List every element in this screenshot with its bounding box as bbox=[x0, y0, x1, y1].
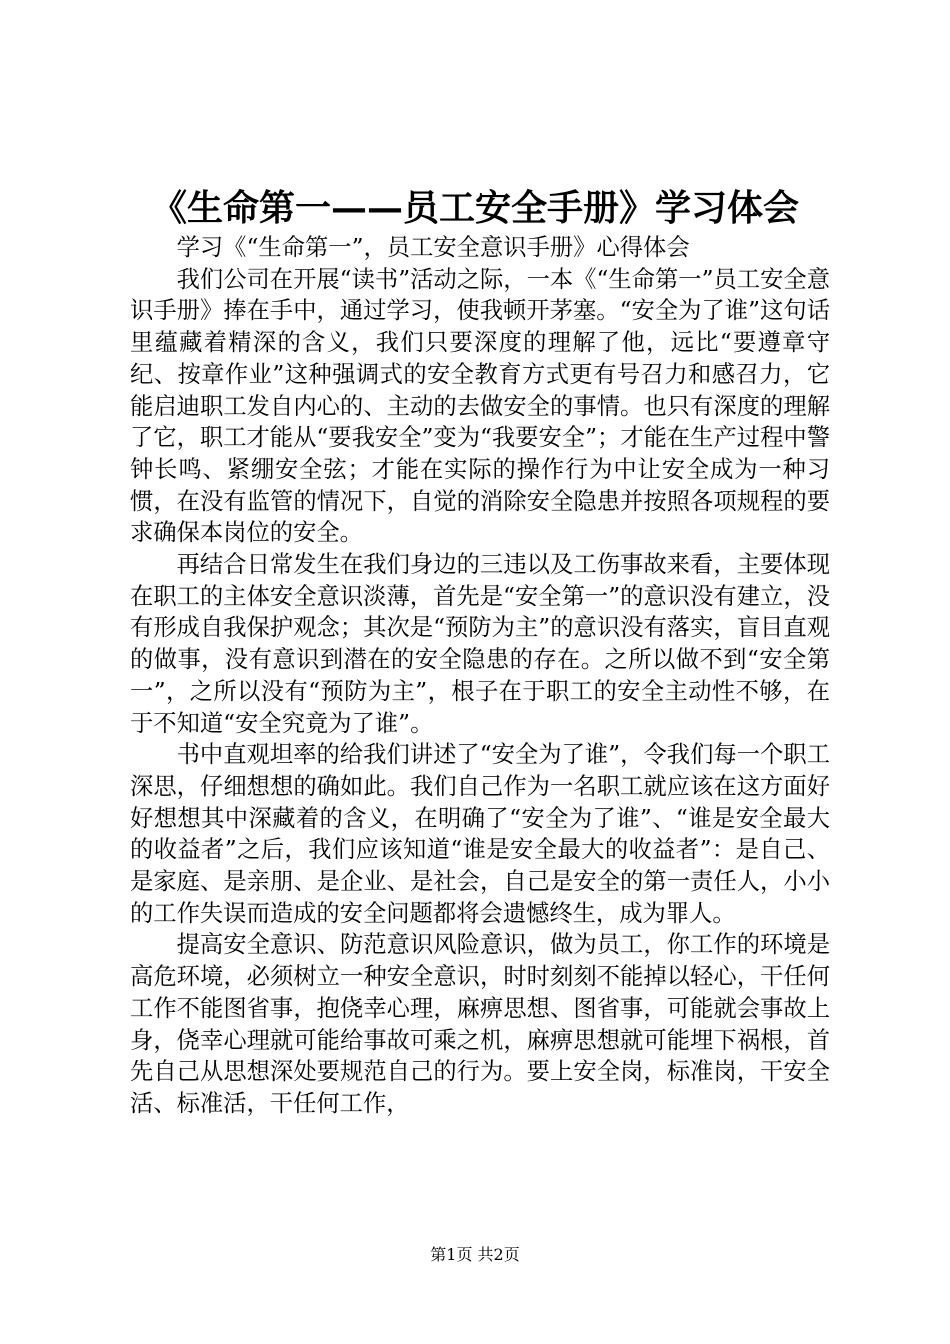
paragraph-4: 提高安全意识、防范意识风险意识，做为员工，你工作的环境是高危环境，必须树立一种安全意识，时时刻刻不能掉以轻心，干任何工作不能图省事，抱侥幸心理，麻痹思想、图省事，可能就会事故上身，侥幸心理就可能给事故可乘之机，麻痹思想就可能埋下祸根，首先自己从思想深处要规范自己的行为。要上安全岗，标准岗，干安全活、标准活，干任何工作， bbox=[130, 931, 830, 1117]
page-number-footer: 第1页 共2页 bbox=[430, 1245, 520, 1264]
paragraph-3: 书中直观坦率的给我们讲述了“安全为了谁”，令我们每一个职工深思，仔细想想的确如此。我们自己作为一名职工就应该在这方面好好想想其中深藏着的含义，在明确了“安全为了谁”、“谁是安全最大的收益者”之后，我们应该知道“谁是安全最大的收益者”：是自己、是家庭、是亲朋、是企业、是社会，自己是安全的第一责任人，小小的工作失误而造成的安全问题都将会遗憾终生，成为罪人。 bbox=[130, 741, 830, 927]
document-title: 《生命第一——员工安全手册》学习体会 bbox=[150, 187, 799, 229]
paragraph-1: 我们公司在开展“读书”活动之际，一本《“生命第一”员工安全意识手册》捧在手中，通过学习，使我顿开茅塞。“安全为了谁”这句话里蕴藏着精深的含义，我们只要深度的理解了他，远比“要遵章守纪、按章作业”这种强调式的安全教育方式更有号召力和感召力，它能启迪职工发自内心的、主动的去做安全的事情。也只有深度的理解了它，职工才能从“要我安全”变为“我要安全”；才能在生产过程中警钟长鸣、紧绷安全弦；才能在实际的操作行为中让安全成为一种习惯，在没有监管的情况下，自觉的消除安全隐患并按照各项规程的要求确保本岗位的安全。 bbox=[130, 265, 830, 547]
document-body bbox=[130, 232, 830, 1120]
paragraph-2: 再结合日常发生在我们身边的三违以及工伤事故来看，主要体现在职工的主体安全意识淡薄，首先是“安全第一”的意识没有建立，没有形成自我保护观念；其次是“预防为主”的意识没有落实，盲目直观的做事，没有意识到潜在的安全隐患的存在。之所以做不到“安全第一”，之所以没有“预防为主”，根子在于职工的安全主动性不够，在于不知道“安全究竟为了谁”。 bbox=[130, 551, 830, 737]
document-subtitle: 学习《“生命第一”，员工安全意识手册》心得体会 bbox=[176, 234, 690, 261]
